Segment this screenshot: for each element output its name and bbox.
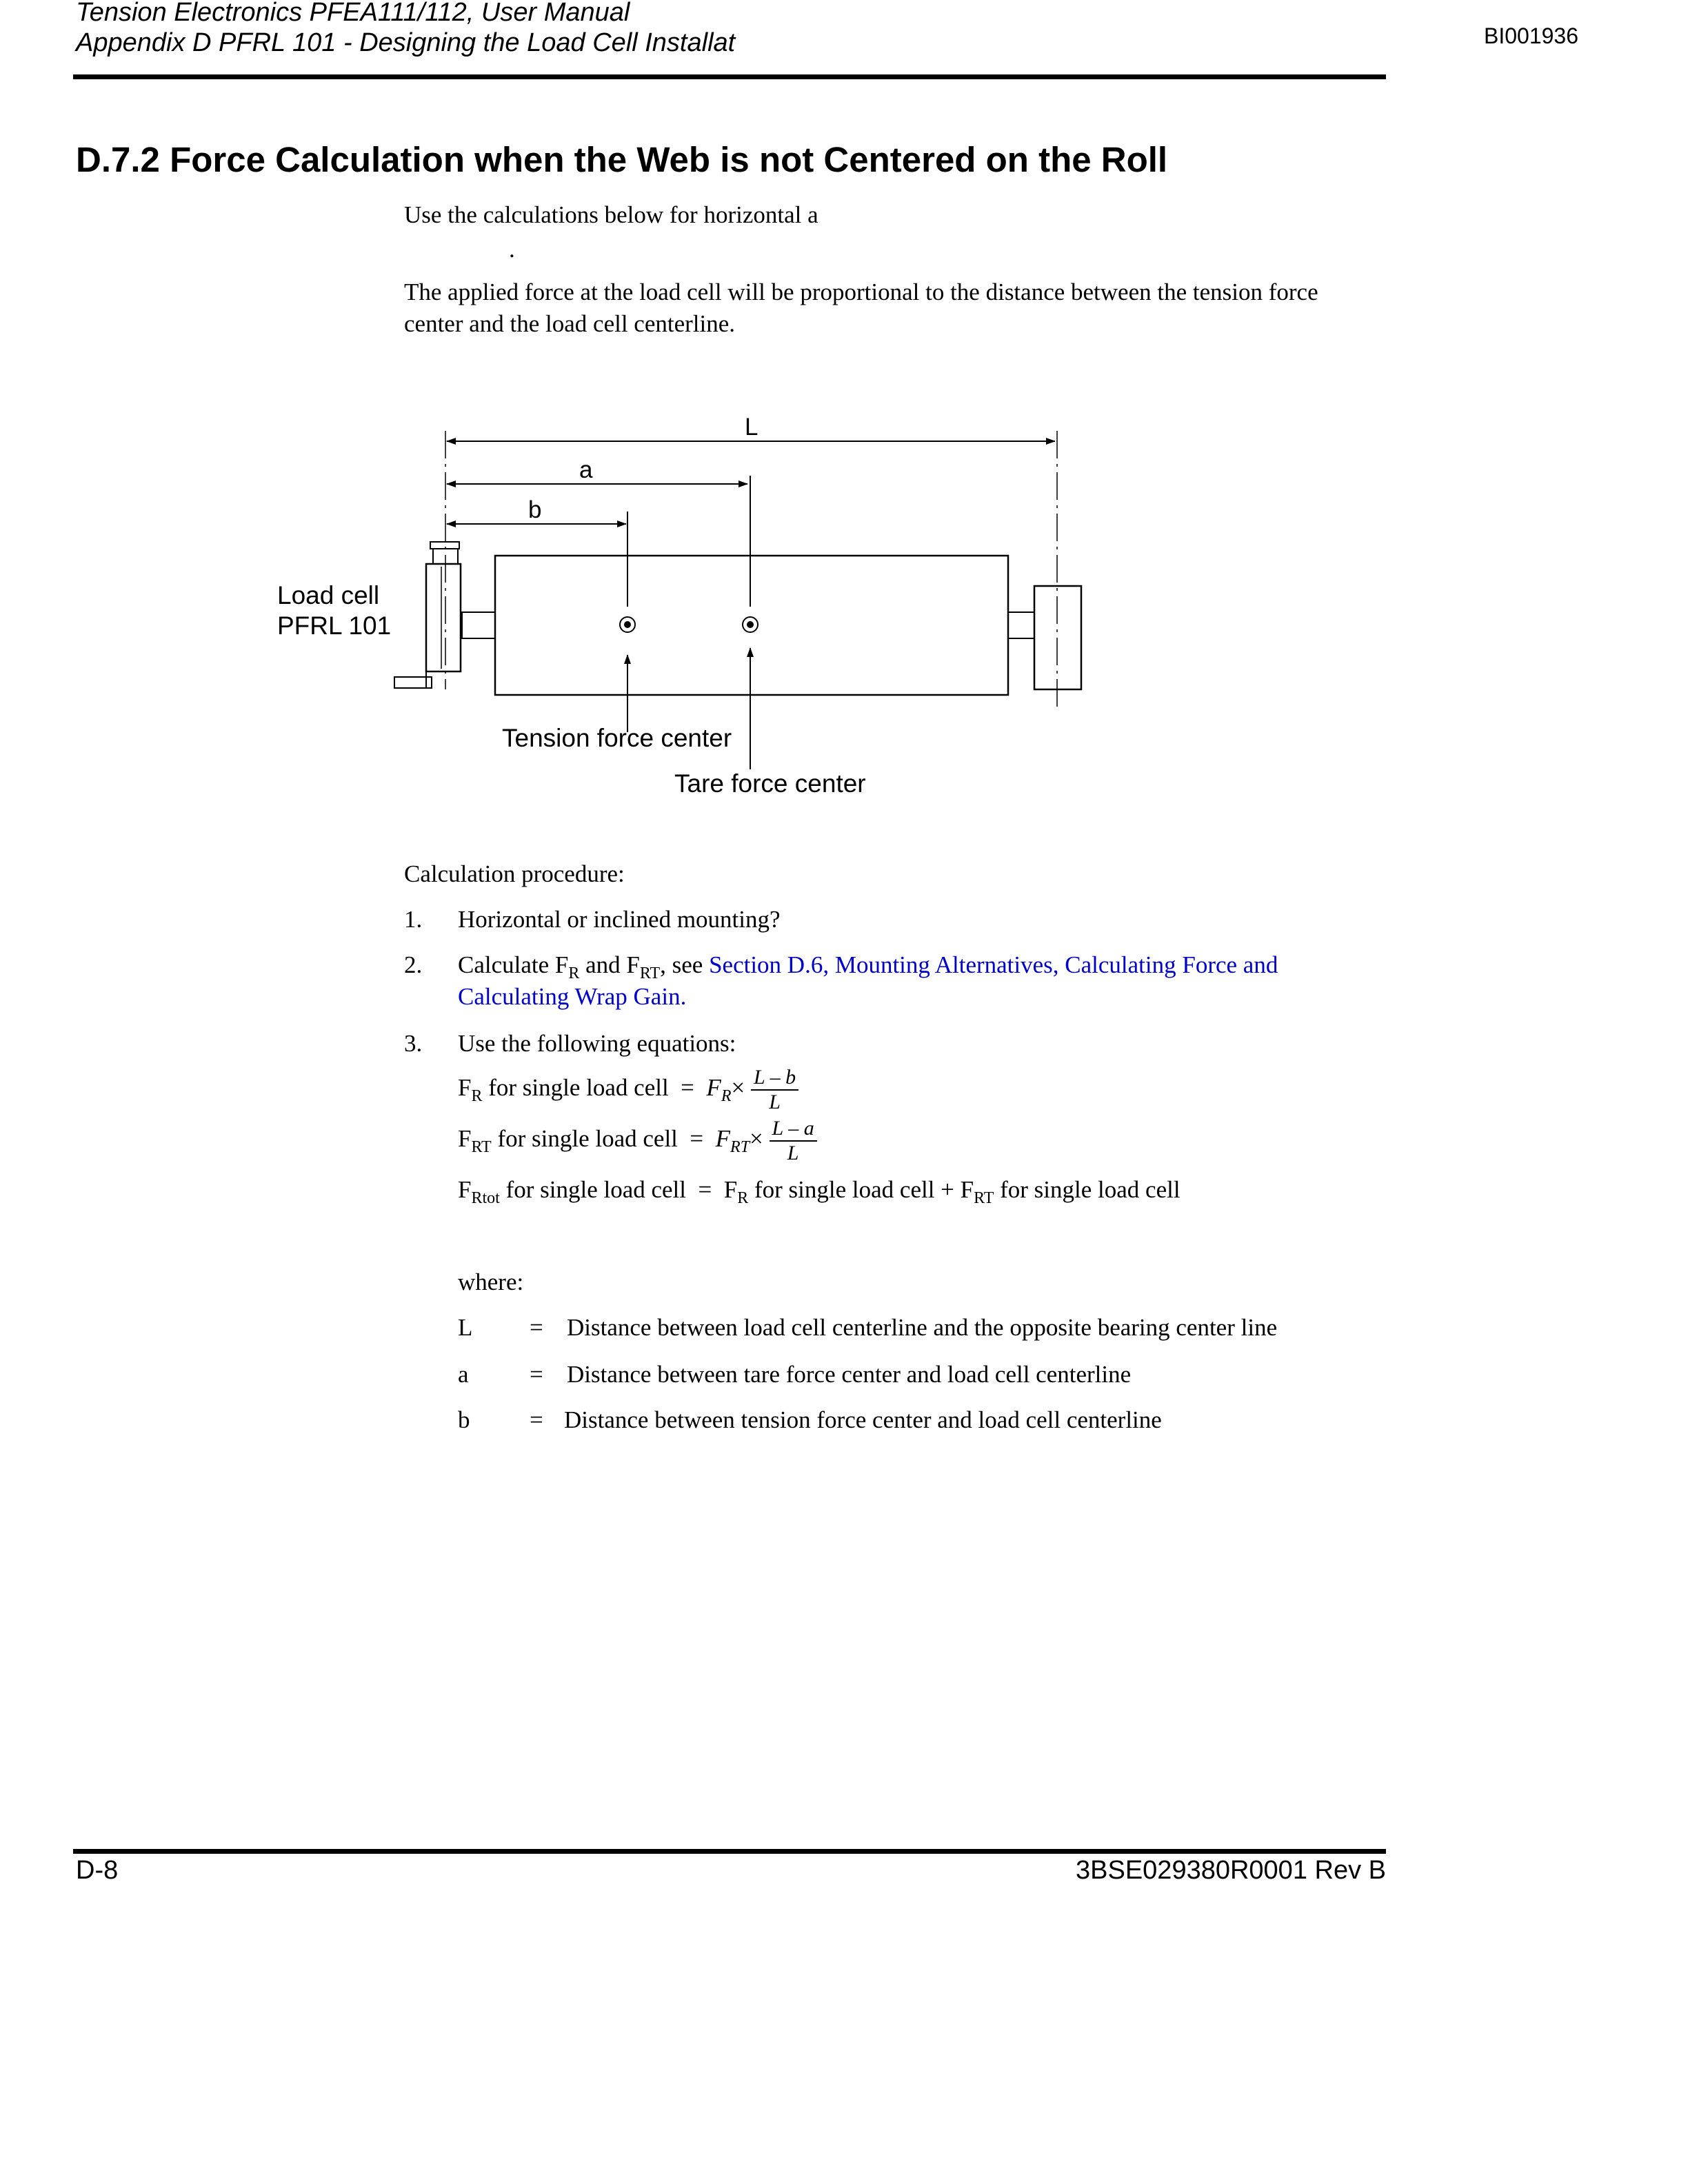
figure-id-label: BI001936 [1484, 23, 1579, 48]
def-equals-b: = [530, 1406, 543, 1433]
load-cell-body [426, 564, 461, 671]
procedure-title: Calculation procedure: [404, 860, 625, 887]
step-1-text: Horizontal or inclined mounting? [458, 906, 781, 933]
header-appendix-title: Appendix D PFRL 101 - Designing the Load Cell Installat [76, 28, 736, 57]
left-shaft [462, 612, 495, 638]
dimension-label-b: b [528, 496, 542, 523]
equation-frtot: $F_{Rtot}$ for single load cell = $F_R$ for single load cell + $F_{RT}$ for single load cell [458, 1176, 1180, 1207]
dimension-label-L: L [745, 414, 758, 441]
intro-paragraph-1: Use the calculations below for horizontal a [404, 201, 818, 228]
load-cell-label-line-1: Load cell [277, 581, 380, 609]
def-text-a: Distance between tare force center and load cell centerline [567, 1361, 1132, 1388]
load-cell-roll-diagram [0, 0, 1688, 862]
equation-fr: $F_R$ for single load cell = $F_R\times$ $\frac{L - b}{L}$ [458, 1066, 798, 1114]
right-bearing [1034, 586, 1081, 689]
footer-rule [73, 1849, 1386, 1854]
right-shaft [1008, 612, 1034, 638]
tension-force-center-label: Tension force center [502, 724, 732, 752]
def-equals-L: = [530, 1314, 543, 1341]
header-manual-title: Tension Electronics PFEA111/112, User Manual [76, 0, 630, 27]
intro-dot: . [509, 236, 515, 263]
step-2-number: 2. [404, 951, 423, 978]
where-title: where: [458, 1268, 524, 1295]
fraction-l-minus-a: $\frac{L - a}{L}$ [770, 1117, 817, 1165]
wrap-gain-link[interactable]: Calculating Wrap Gain [458, 983, 681, 1010]
load-cell-label-line-2: PFRL 101 [277, 611, 392, 640]
section-d6-link[interactable]: Section D.6, Mounting Alternatives, Calculating Force and [709, 951, 1278, 978]
fraction-l-minus-b: $\frac{L - b}{L}$ [751, 1066, 798, 1114]
def-symbol-a: a [458, 1361, 469, 1388]
tare-force-center-label: Tare force center [674, 769, 866, 798]
step-2-text: Calculate $F_R$ and $F_{RT}$, see Section D.6, Mounting Alternatives, Calculating Force and [458, 951, 1278, 982]
step-2-text-line-2: Calculating Wrap Gain. [458, 983, 687, 1010]
step-1-number: 1. [404, 906, 423, 933]
section-title: D.7.2 Force Calculation when the Web is not Centered on the Roll [76, 140, 1168, 179]
intro-paragraph-2-line-2: center and the load cell centerline. [404, 310, 736, 337]
intro-paragraph-2-line-1: The applied force at the load cell will be proportional to the distance between the tension force [404, 279, 1318, 305]
def-symbol-L: L [458, 1314, 473, 1341]
equation-frt: $F_{RT}$ for single load cell = $F_{RT}\times$ $\frac{L - a}{L}$ [458, 1117, 817, 1165]
page-number: D-8 [76, 1856, 119, 1885]
step-3-number: 3. [404, 1030, 423, 1057]
def-symbol-b: b [458, 1406, 470, 1433]
def-text-b: Distance between tension force center and load cell centerline [564, 1406, 1162, 1433]
document-id: 3BSE029380R0001 Rev B [1076, 1856, 1386, 1885]
load-cell-cap [430, 542, 459, 549]
def-text-L: Distance between load cell centerline and the opposite bearing center line [567, 1314, 1278, 1341]
def-equals-a: = [530, 1361, 543, 1388]
step-3-text: Use the following equations: [458, 1030, 736, 1057]
dimension-label-a: a [579, 456, 593, 483]
